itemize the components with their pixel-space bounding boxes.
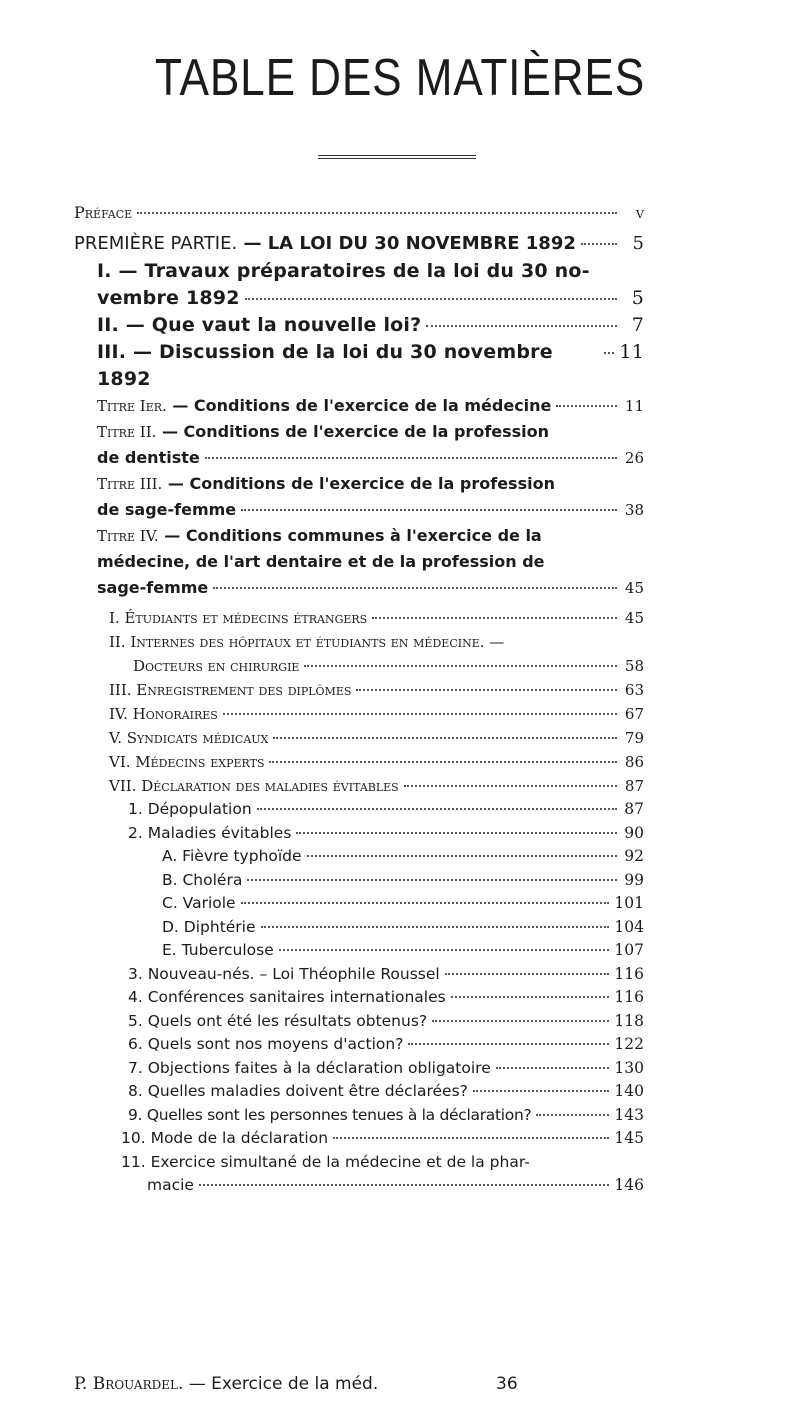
entry-title: — Conditions de l'exercice de la profession — [156, 422, 550, 441]
dot-leader — [247, 879, 617, 881]
titre-label: Titre II. — [97, 423, 157, 441]
page-number: 104 — [614, 917, 644, 936]
entry-title: III. — Discussion de la loi du 30 novembre 1892 — [97, 341, 553, 390]
page-number: v — [636, 203, 644, 222]
toc-entry-objections[interactable] — [74, 1057, 644, 1081]
entry-title: 9. Quelles sont les personnes tenues à la déclaration? — [128, 1105, 532, 1124]
page-number: 140 — [614, 1082, 644, 1100]
entry-title-line: II. Internes des hôpitaux et étudiants en médecine. — — [109, 633, 505, 651]
entry-title: V. Syndicats médicaux — [109, 729, 269, 747]
entry-title: C. Variole — [162, 894, 236, 912]
dot-leader — [556, 405, 617, 407]
toc-entry-syndicats[interactable] — [74, 726, 644, 750]
dot-leader — [372, 617, 617, 619]
toc-entry-depopulation[interactable] — [74, 798, 644, 822]
toc-entry-resultats[interactable] — [74, 1010, 644, 1034]
dot-leader — [257, 808, 617, 810]
page-number: 7 — [631, 314, 644, 336]
entry-title: — Conditions communes à l'exercice de la — [158, 526, 542, 545]
toc-entry-fievre-typhoide[interactable] — [74, 845, 644, 869]
entry-title: 8. Quelles maladies doivent être déclarées? — [128, 1082, 468, 1100]
table-of-contents — [74, 200, 644, 1198]
dot-leader — [296, 832, 617, 834]
dot-leader — [304, 665, 617, 667]
toc-entry-quelles-maladies[interactable] — [74, 1080, 644, 1104]
dot-leader — [223, 713, 617, 715]
dot-leader — [408, 1043, 609, 1045]
entry-title: IV. Honoraires — [109, 705, 218, 723]
title-rule-divider — [318, 155, 476, 159]
toc-entry-travaux[interactable] — [74, 258, 644, 312]
toc-entry-diphterie[interactable] — [74, 916, 644, 940]
toc-entry-declaration[interactable] — [74, 774, 644, 798]
dot-leader — [604, 352, 614, 354]
toc-entry-nouveau-nes[interactable] — [74, 963, 644, 987]
entry-title: I. Étudiants et médecins étrangers — [109, 609, 368, 627]
titre-label: Titre Ier. — [97, 397, 167, 415]
toc-entry-personnes[interactable] — [74, 1104, 644, 1128]
page-number: 63 — [624, 681, 644, 699]
entry-title: 7. Objections faites à la déclaration obligatoire — [128, 1058, 491, 1077]
dot-leader — [445, 973, 610, 975]
entry-title: Préface — [74, 203, 133, 222]
dot-leader — [137, 212, 617, 214]
entry-title-line: 11. Exercice simultané de la médecine et de la phar- — [121, 1152, 530, 1171]
entry-title: 3. Nouveau-nés. – Loi Théophile Roussel — [128, 964, 440, 983]
page-number: 11 — [624, 397, 644, 415]
titre-label: Titre IV. — [97, 527, 159, 545]
toc-entry-titre-2[interactable] — [74, 419, 644, 471]
toc-entry-variole[interactable] — [74, 892, 644, 916]
toc-entry-internes[interactable] — [74, 630, 644, 678]
dot-leader — [269, 761, 617, 763]
dot-leader — [356, 689, 617, 691]
toc-entry-conferences[interactable] — [74, 986, 644, 1010]
page-number: 86 — [624, 753, 644, 771]
toc-entry-mode[interactable] — [74, 1127, 644, 1151]
dot-leader — [241, 509, 617, 511]
page-number: 58 — [624, 657, 644, 675]
entry-title: VI. Médecins experts — [109, 753, 265, 771]
entry-title: VII. Déclaration des maladies évitables — [109, 777, 399, 795]
entry-title: II. — Que vaut la nouvelle loi? — [97, 314, 422, 336]
dot-leader — [273, 737, 617, 739]
page-number: 101 — [614, 894, 644, 912]
toc-entry-tuberculose[interactable] — [74, 939, 644, 963]
dot-leader — [426, 325, 617, 327]
page-number: 67 — [624, 705, 644, 723]
toc-entry-etudiants[interactable] — [74, 606, 644, 630]
entry-title: A. Fièvre typhoïde — [162, 847, 302, 865]
toc-entry-honoraires[interactable] — [74, 702, 644, 726]
toc-entry-titre-1[interactable] — [74, 393, 644, 419]
entry-title-cont: macie — [147, 1176, 194, 1194]
page-number: 118 — [614, 1011, 644, 1030]
page-number: 79 — [624, 729, 644, 747]
titre-label: Titre III. — [97, 475, 163, 493]
page-number: 92 — [624, 847, 644, 865]
footer-work: — Exercice de la méd. — [183, 1374, 379, 1394]
footer-author: P. Brouardel. — [74, 1374, 184, 1394]
entry-title-cont: de sage-femme — [97, 500, 237, 519]
page-number: 122 — [614, 1035, 644, 1053]
page-number: 145 — [614, 1129, 644, 1147]
page-number: 99 — [624, 870, 644, 889]
footer-sheet-number: 36 — [496, 1374, 518, 1394]
toc-entry-titre-3[interactable] — [74, 471, 644, 523]
dot-leader — [536, 1114, 609, 1116]
dot-leader — [432, 1020, 609, 1022]
entry-title: — LA LOI DU 30 NOVEMBRE 1892 — [237, 233, 576, 254]
page-number: 38 — [624, 501, 644, 519]
page-number: 146 — [614, 1176, 644, 1194]
entry-title-cont: vembre 1892 — [97, 287, 240, 309]
toc-entry-titre-4[interactable] — [74, 523, 644, 601]
entry-title-line: I. — Travaux préparatoires de la loi du 30 no- — [97, 260, 590, 282]
entry-title: 6. Quels sont nos moyens d'action? — [128, 1035, 404, 1053]
entry-title: III. Enregistrement des diplômes — [109, 681, 352, 699]
entry-title-cont: médecine, de l'art dentaire et de la profession de — [97, 552, 545, 571]
page-footer — [74, 1374, 674, 1394]
dot-leader — [581, 243, 617, 245]
toc-entry-exercice-simultane[interactable] — [74, 1151, 644, 1198]
page-number: 5 — [631, 287, 644, 309]
page-number: 5 — [632, 233, 644, 254]
page-number: 90 — [624, 823, 644, 842]
dot-leader — [307, 855, 617, 857]
page-number: 107 — [614, 941, 644, 959]
dot-leader — [496, 1067, 610, 1069]
page-number: 45 — [624, 609, 644, 627]
toc-entry-preface[interactable] — [74, 200, 644, 225]
dot-leader — [205, 457, 617, 459]
dot-leader — [333, 1137, 609, 1139]
entry-title: 5. Quels ont été les résultats obtenus? — [128, 1011, 428, 1030]
entry-title: 4. Conférences sanitaires internationales — [128, 988, 446, 1006]
entry-title: 2. Maladies évitables — [128, 823, 292, 842]
entry-title: — Conditions de l'exercice de la profession — [162, 474, 555, 493]
entry-title-cont: sage-femme — [97, 578, 209, 597]
page-number: 116 — [614, 988, 644, 1006]
dot-leader — [213, 587, 617, 589]
toc-entry-moyens[interactable] — [74, 1033, 644, 1057]
toc-entry-part-one[interactable] — [74, 230, 644, 257]
page-number: 45 — [624, 579, 644, 597]
toc-entry-maladies-evitables[interactable] — [74, 822, 644, 846]
entry-title: B. Choléra — [162, 870, 243, 889]
part-label: PREMIÈRE PARTIE. — [74, 233, 238, 254]
entry-title-cont: de dentiste — [97, 448, 200, 467]
dot-leader — [451, 996, 610, 998]
dot-leader — [245, 298, 617, 300]
entry-title-cont: Docteurs en chirurgie — [133, 657, 300, 675]
dot-leader — [261, 926, 610, 928]
dot-leader — [241, 902, 610, 904]
page-title: TABLE DES MATIÈRES — [154, 49, 646, 107]
dot-leader — [404, 785, 617, 787]
dot-leader — [199, 1184, 609, 1186]
page-number: 143 — [614, 1105, 644, 1124]
entry-title: 1. Dépopulation — [128, 800, 252, 818]
dot-leader — [279, 949, 610, 951]
entry-title: D. Diphtérie — [162, 917, 256, 936]
entry-title: — Conditions de l'exercice de la médecine — [166, 396, 552, 415]
toc-entry-cholera[interactable] — [74, 869, 644, 893]
page-number: 130 — [614, 1058, 644, 1077]
entry-title: E. Tuberculose — [162, 941, 274, 959]
page-number: 26 — [624, 449, 644, 467]
page-number: 116 — [614, 964, 644, 983]
dot-leader — [473, 1090, 610, 1092]
toc-entry-experts[interactable] — [74, 750, 644, 774]
toc-entry-enregistrement[interactable] — [74, 678, 644, 702]
page-number: 87 — [624, 800, 644, 818]
toc-entry-que-vaut[interactable] — [74, 312, 644, 339]
toc-entry-discussion[interactable] — [74, 339, 644, 393]
entry-title: 10. Mode de la déclaration — [121, 1129, 329, 1147]
page-number: 87 — [624, 777, 644, 795]
page-number: 11 — [619, 341, 644, 363]
